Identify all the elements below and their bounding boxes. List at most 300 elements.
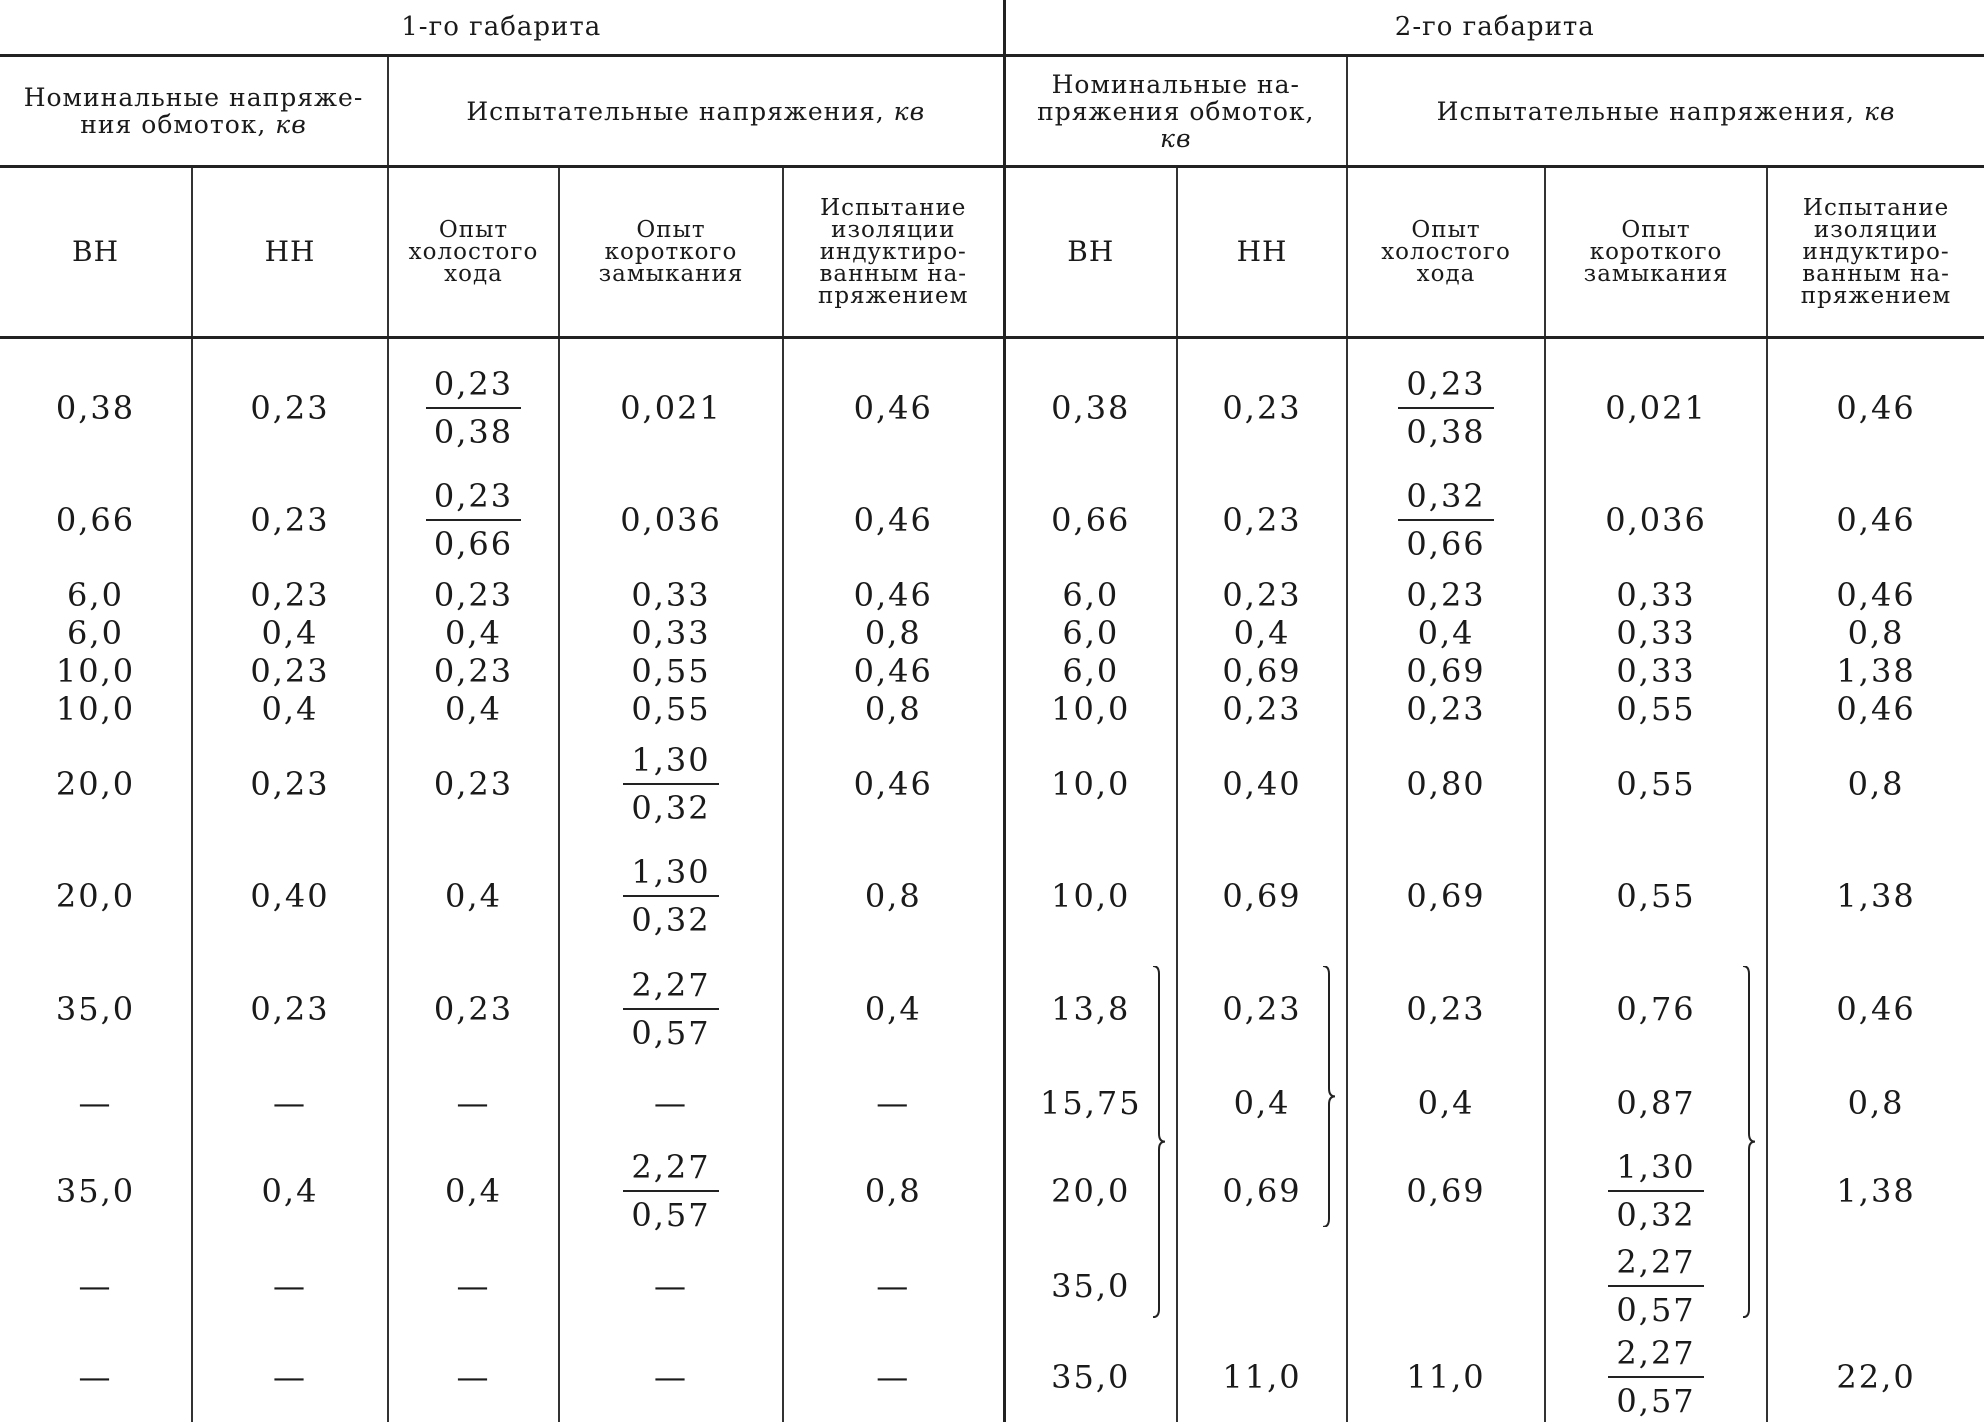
- cell-g2-nl: [1347, 840, 1545, 952]
- table-row: [0, 690, 1984, 728]
- cell-value: 0,23: [433, 576, 514, 615]
- cell-value: 0,76: [1616, 989, 1696, 1028]
- cell-value: 1,38: [1836, 651, 1916, 690]
- cell-g1-ind: [783, 690, 1004, 728]
- cell-g1-vn: [0, 728, 192, 840]
- cell-g1-nl: [388, 576, 559, 614]
- table-row: [0, 728, 1984, 840]
- cell-value: 0,66: [1051, 501, 1131, 540]
- cell-g1-nl: [388, 840, 559, 952]
- cell-g2-nl: [1347, 464, 1545, 576]
- cell-value: 15,75: [1039, 1083, 1142, 1122]
- cell-value: 0,8: [1847, 614, 1905, 653]
- cell-g2-nl: [1347, 1241, 1545, 1331]
- cell-value: 0,4: [1417, 614, 1475, 653]
- cell-value: 0,46: [853, 651, 933, 690]
- cell-value: 0,46: [853, 388, 933, 427]
- cell-value: 0,036: [1605, 501, 1707, 540]
- cell-g2-sc: [1545, 1140, 1767, 1241]
- cell-value: 0,33: [1616, 576, 1696, 615]
- table-row: [0, 1065, 1984, 1141]
- cell-g2-vn: [1004, 652, 1177, 690]
- cell-value: 10,0: [1051, 877, 1131, 916]
- cell-value: 20,0: [55, 764, 136, 803]
- cell-value: 0,23: [250, 576, 330, 615]
- fraction: [426, 365, 521, 451]
- cell-value: 0,69: [1222, 1171, 1302, 1210]
- cell-g2-ind: [1767, 614, 1984, 652]
- cell-value: 0,33: [1616, 651, 1696, 690]
- nominal-voltages-text: Номинальные на- пряжения обмоток,: [1037, 69, 1315, 126]
- cell-value: 0,8: [864, 689, 922, 728]
- cell-g2-nl: [1347, 952, 1545, 1064]
- cell-value: 0,66: [55, 501, 136, 540]
- fraction: [1398, 477, 1493, 563]
- col-nn: НН: [192, 167, 388, 338]
- fraction-denominator: 0,57: [631, 1195, 711, 1234]
- cell-g1-sc: [559, 352, 783, 464]
- cell-g1-ind: [783, 614, 1004, 652]
- cell-g1-ind: [783, 1140, 1004, 1241]
- cell-g2-nn: [1177, 1332, 1347, 1422]
- cell-g1-ind: [783, 728, 1004, 840]
- cell-g1-sc: [559, 464, 783, 576]
- cell-value: 0,33: [1616, 614, 1696, 653]
- cell-g1-vn: [0, 840, 192, 952]
- fraction-numerator: 1,30: [1608, 1148, 1703, 1192]
- col-induced-2: Испытание изоляции индуктиро- ванным на- пряжением: [1767, 167, 1984, 338]
- brace-nn-group2: [1321, 966, 1337, 1227]
- cell-value: 0,23: [1222, 388, 1302, 427]
- cell-value: 0,23: [433, 989, 514, 1028]
- cell-g1-vn: [0, 614, 192, 652]
- table-row: [0, 840, 1984, 952]
- fraction-numerator: 2,27: [1608, 1334, 1703, 1378]
- cell-value: 0,4: [1233, 614, 1291, 653]
- cell-g1-nl: [388, 614, 559, 652]
- fraction-numerator: 1,30: [623, 853, 718, 897]
- cell-g2-ind: [1767, 1140, 1984, 1241]
- cell-g1-vn: [0, 1332, 192, 1422]
- cell-value: 0,021: [1605, 388, 1707, 427]
- cell-g2-nl: [1347, 652, 1545, 690]
- cell-g1-nl: [388, 690, 559, 728]
- col-short-circuit: Опыт короткого замыкания: [559, 167, 783, 338]
- cell-value: 0,55: [631, 651, 711, 690]
- cell-g2-nn: [1177, 728, 1347, 840]
- cell-g2-nn: [1177, 1241, 1347, 1331]
- cell-value: 6,0: [1062, 614, 1120, 653]
- cell-value: 0,23: [1406, 689, 1486, 728]
- cell-value: 6,0: [67, 614, 124, 653]
- cell-value: 0,23: [433, 764, 514, 803]
- cell-g1-vn: [0, 1241, 192, 1331]
- cell-g1-ind: [783, 576, 1004, 614]
- cell-value: 10,0: [55, 689, 136, 728]
- fraction-numerator: 0,23: [426, 477, 521, 521]
- cell-g1-sc: [559, 1140, 783, 1241]
- cell-value: —: [654, 1083, 688, 1122]
- cell-g2-nn: [1177, 352, 1347, 464]
- cell-g1-sc: [559, 1241, 783, 1331]
- cell-g2-ind: [1767, 690, 1984, 728]
- cell-g1-sc: [559, 728, 783, 840]
- cell-g1-nl: [388, 1065, 559, 1141]
- cell-value: 0,4: [445, 614, 502, 653]
- cell-value: 0,69: [1222, 651, 1302, 690]
- fraction-numerator: 0,23: [1398, 365, 1493, 409]
- cell-value: —: [78, 1083, 113, 1122]
- cell-value: 20,0: [55, 877, 136, 916]
- fraction-numerator: 0,32: [1398, 477, 1493, 521]
- cell-value: 0,036: [620, 501, 722, 540]
- cell-g1-nl: [388, 1241, 559, 1331]
- cell-value: 1,38: [1836, 877, 1916, 916]
- cell-g1-nl: [388, 728, 559, 840]
- cell-value: 0,55: [1616, 764, 1696, 803]
- cell-value: 0,55: [1616, 877, 1696, 916]
- col-nn-2: НН: [1177, 167, 1347, 338]
- cell-g2-ind: [1767, 352, 1984, 464]
- test-voltages-header-2: [1347, 56, 1984, 167]
- table-row: [0, 1140, 1984, 1241]
- cell-value: —: [78, 1357, 113, 1396]
- cell-g1-vn: [0, 1065, 192, 1141]
- cell-value: 6,0: [1062, 576, 1120, 615]
- cell-g2-sc: [1545, 652, 1767, 690]
- cell-g2-ind: [1767, 1332, 1984, 1422]
- cell-value: 0,46: [1836, 388, 1916, 427]
- cell-g2-vn: [1004, 728, 1177, 840]
- fraction-denominator: 0,57: [1616, 1381, 1696, 1420]
- fraction-numerator: 0,23: [426, 365, 521, 409]
- fraction-numerator: 2,27: [623, 1148, 718, 1192]
- cell-value: 10,0: [1051, 689, 1131, 728]
- cell-g2-ind: [1767, 840, 1984, 952]
- cell-value: 0,46: [853, 576, 933, 615]
- cell-value: 0,4: [445, 689, 502, 728]
- cell-value: 0,69: [1406, 651, 1486, 690]
- cell-value: 0,46: [853, 764, 933, 803]
- cell-g2-nl: [1347, 1065, 1545, 1141]
- table-row: [0, 352, 1984, 464]
- fraction: [1608, 1148, 1703, 1234]
- cell-g1-nl: [388, 1140, 559, 1241]
- cell-g2-sc: [1545, 614, 1767, 652]
- cell-value: 0,021: [620, 388, 722, 427]
- fraction: [426, 477, 521, 563]
- cell-g2-vn: [1004, 690, 1177, 728]
- cell-g2-nl: [1347, 690, 1545, 728]
- fraction-denominator: 0,66: [1406, 525, 1486, 564]
- cell-g2-vn: [1004, 840, 1177, 952]
- cell-g1-ind: [783, 1065, 1004, 1141]
- cell-g1-ind: [783, 840, 1004, 952]
- cell-g1-vn: [0, 952, 192, 1064]
- cell-g1-nn: [192, 1065, 388, 1141]
- cell-value: 20,0: [1051, 1171, 1131, 1210]
- cell-g2-sc: [1545, 1332, 1767, 1422]
- cell-g2-vn: [1004, 576, 1177, 614]
- cell-value: 0,4: [445, 877, 502, 916]
- cell-value: 10,0: [1051, 764, 1131, 803]
- cell-value: 0,4: [864, 989, 922, 1028]
- fraction: [623, 741, 718, 827]
- table-row: [0, 1241, 1984, 1331]
- cell-value: 35,0: [1051, 1357, 1131, 1396]
- cell-g1-sc: [559, 652, 783, 690]
- cell-value: —: [654, 1267, 688, 1306]
- cell-value: 0,4: [261, 614, 319, 653]
- cell-g1-nn: [192, 1241, 388, 1331]
- cell-g2-ind: [1767, 1065, 1984, 1141]
- fraction-denominator: 0,57: [1616, 1291, 1696, 1330]
- cell-g1-vn: [0, 652, 192, 690]
- cell-value: —: [876, 1083, 911, 1122]
- cell-value: —: [456, 1267, 491, 1306]
- fraction-denominator: 0,32: [631, 901, 711, 940]
- cell-value: 0,23: [250, 501, 330, 540]
- cell-g1-vn: [0, 464, 192, 576]
- test-voltages-text: Испытательные напряжения,: [466, 96, 885, 126]
- cell-g1-nn: [192, 614, 388, 652]
- cell-value: 10,0: [55, 651, 136, 690]
- cell-value: —: [273, 1083, 307, 1122]
- cell-g2-nn: [1177, 464, 1347, 576]
- cell-g1-nn: [192, 576, 388, 614]
- cell-value: 0,80: [1406, 764, 1486, 803]
- cell-value: 0,38: [55, 388, 136, 427]
- col-vn-2: ВН: [1004, 167, 1177, 338]
- cell-value: 0,23: [1406, 576, 1486, 615]
- cell-g2-ind: [1767, 652, 1984, 690]
- cell-value: 22,0: [1836, 1357, 1916, 1396]
- cell-value: 6,0: [1062, 651, 1120, 690]
- cell-value: 0,46: [1836, 576, 1916, 615]
- table-body: [0, 338, 1984, 1422]
- group1-header: 1-го габарита: [0, 0, 1004, 56]
- cell-g2-vn: [1004, 464, 1177, 576]
- cell-g1-sc: [559, 1065, 783, 1141]
- col-short-circuit-2: Опыт короткого замыкания: [1545, 167, 1767, 338]
- cell-g2-nn: [1177, 614, 1347, 652]
- fraction: [1608, 1334, 1703, 1420]
- cell-value: 35,0: [1051, 1267, 1131, 1306]
- cell-value: 0,23: [1406, 989, 1486, 1028]
- cell-g1-ind: [783, 464, 1004, 576]
- table-row: [0, 952, 1984, 1064]
- unit-label: кв: [275, 110, 307, 139]
- cell-g2-sc: [1545, 952, 1767, 1064]
- col-no-load: Опыт холостого хода: [388, 167, 559, 338]
- cell-value: 0,23: [250, 388, 330, 427]
- cell-value: 0,23: [250, 764, 330, 803]
- cell-g2-nl: [1347, 1332, 1545, 1422]
- cell-g2-nl: [1347, 1140, 1545, 1241]
- cell-value: 6,0: [67, 576, 124, 615]
- unit-label: кв: [1863, 96, 1896, 126]
- fraction-denominator: 0,66: [433, 525, 514, 564]
- cell-g1-ind: [783, 652, 1004, 690]
- cell-value: 0,4: [1233, 1083, 1291, 1122]
- cell-value: 35,0: [55, 1171, 136, 1210]
- cell-value: 0,23: [1222, 576, 1302, 615]
- cell-g2-sc: [1545, 576, 1767, 614]
- cell-value: —: [876, 1357, 911, 1396]
- table-row: [0, 614, 1984, 652]
- fraction-denominator: 0,38: [1406, 412, 1486, 451]
- cell-g2-sc: [1545, 352, 1767, 464]
- fraction-numerator: 2,27: [1608, 1243, 1703, 1287]
- cell-g1-nl: [388, 352, 559, 464]
- cell-g2-vn: [1004, 614, 1177, 652]
- cell-value: 11,0: [1406, 1357, 1486, 1396]
- cell-g2-nn: [1177, 652, 1347, 690]
- cell-g1-ind: [783, 1241, 1004, 1331]
- cell-value: 0,8: [864, 877, 922, 916]
- cell-g2-sc: [1545, 728, 1767, 840]
- cell-value: 0,55: [631, 689, 711, 728]
- fraction-denominator: 0,32: [631, 788, 711, 827]
- cell-value: 35,0: [55, 989, 136, 1028]
- cell-value: 0,23: [250, 989, 330, 1028]
- cell-value: 0,23: [1222, 689, 1302, 728]
- col-vn: ВН: [0, 167, 192, 338]
- cell-g2-sc: [1545, 1241, 1767, 1331]
- col-induced: Испытание изоляции индуктиро- ванным на- пряжением: [783, 167, 1004, 338]
- fraction-denominator: 0,32: [1616, 1195, 1696, 1234]
- cell-value: 0,69: [1406, 877, 1486, 916]
- cell-value: 0,8: [1847, 764, 1905, 803]
- cell-g1-nn: [192, 728, 388, 840]
- cell-g2-ind: [1767, 952, 1984, 1064]
- cell-g1-nn: [192, 1140, 388, 1241]
- cell-value: 0,23: [250, 651, 330, 690]
- cell-value: 0,4: [445, 1171, 502, 1210]
- cell-g2-nl: [1347, 728, 1545, 840]
- cell-g1-nn: [192, 1332, 388, 1422]
- nominal-voltages-text: Номинальные напряже- ния обмоток,: [23, 83, 364, 139]
- table-row: [0, 464, 1984, 576]
- cell-value: 0,8: [864, 614, 922, 653]
- cell-g1-sc: [559, 576, 783, 614]
- cell-g2-nl: [1347, 352, 1545, 464]
- cell-g2-ind: [1767, 1241, 1984, 1331]
- table-row: [0, 1332, 1984, 1422]
- cell-value: 0,46: [1836, 501, 1916, 540]
- fraction: [1398, 365, 1493, 451]
- cell-g1-nn: [192, 352, 388, 464]
- unit-label: кв: [1160, 123, 1192, 153]
- col-no-load-2: Опыт холостого хода: [1347, 167, 1545, 338]
- test-voltages-header: [388, 56, 1004, 167]
- cell-g1-nn: [192, 464, 388, 576]
- cell-value: —: [273, 1267, 307, 1306]
- fraction: [623, 966, 718, 1052]
- cell-value: 0,55: [1616, 689, 1696, 728]
- cell-g2-vn: [1004, 352, 1177, 464]
- cell-g1-vn: [0, 352, 192, 464]
- cell-value: 0,8: [864, 1171, 922, 1210]
- cell-g1-sc: [559, 952, 783, 1064]
- cell-value: 0,33: [631, 576, 711, 615]
- cell-value: 0,4: [1417, 1083, 1475, 1122]
- brace-sc-group2: [1741, 966, 1757, 1317]
- cell-value: 0,38: [1051, 388, 1131, 427]
- cell-value: 0,4: [261, 1171, 319, 1210]
- cell-g1-nl: [388, 464, 559, 576]
- cell-g2-sc: [1545, 1065, 1767, 1141]
- cell-value: 0,87: [1616, 1083, 1696, 1122]
- cell-value: 0,40: [250, 877, 330, 916]
- cell-value: —: [273, 1357, 307, 1396]
- cell-g2-nn: [1177, 840, 1347, 952]
- cell-g1-nn: [192, 652, 388, 690]
- group2-header: 2-го габарита: [1004, 0, 1984, 56]
- cell-g1-nl: [388, 952, 559, 1064]
- cell-g1-sc: [559, 690, 783, 728]
- cell-g2-nn: [1177, 576, 1347, 614]
- cell-g1-ind: [783, 352, 1004, 464]
- cell-value: 0,46: [853, 501, 933, 540]
- cell-value: 0,69: [1406, 1171, 1486, 1210]
- cell-value: 1,38: [1836, 1171, 1916, 1210]
- fraction: [623, 1148, 718, 1234]
- table-row: [0, 652, 1984, 690]
- cell-value: —: [456, 1357, 491, 1396]
- unit-label: кв: [893, 96, 926, 126]
- cell-g2-vn: [1004, 1332, 1177, 1422]
- cell-g1-nn: [192, 952, 388, 1064]
- nominal-voltages-header: [0, 56, 388, 167]
- cell-g1-sc: [559, 1332, 783, 1422]
- fraction-numerator: 1,30: [623, 741, 718, 785]
- cell-g2-sc: [1545, 840, 1767, 952]
- table-row: [0, 576, 1984, 614]
- fraction-numerator: 2,27: [623, 966, 718, 1010]
- cell-value: 0,46: [1836, 989, 1916, 1028]
- cell-g2-ind: [1767, 576, 1984, 614]
- cell-value: 0,69: [1222, 877, 1302, 916]
- cell-g2-nl: [1347, 614, 1545, 652]
- nominal-voltages-header-2: [1004, 56, 1347, 167]
- cell-g1-vn: [0, 690, 192, 728]
- cell-g1-sc: [559, 840, 783, 952]
- fraction-denominator: 0,38: [433, 412, 514, 451]
- cell-g2-nl: [1347, 576, 1545, 614]
- cell-g1-ind: [783, 1332, 1004, 1422]
- cell-value: 0,23: [433, 651, 514, 690]
- cell-g1-nl: [388, 1332, 559, 1422]
- fraction-denominator: 0,57: [631, 1013, 711, 1052]
- cell-value: —: [78, 1267, 113, 1306]
- cell-g1-nn: [192, 690, 388, 728]
- cell-g2-ind: [1767, 728, 1984, 840]
- cell-value: —: [456, 1083, 491, 1122]
- fraction: [1608, 1243, 1703, 1329]
- cell-g1-ind: [783, 952, 1004, 1064]
- cell-g2-nn: [1177, 690, 1347, 728]
- cell-g1-nl: [388, 652, 559, 690]
- cell-value: 11,0: [1222, 1357, 1302, 1396]
- cell-value: 0,8: [1847, 1083, 1905, 1122]
- fraction: [623, 853, 718, 939]
- cell-value: 0,23: [1222, 989, 1302, 1028]
- cell-g1-sc: [559, 614, 783, 652]
- cell-value: —: [654, 1357, 688, 1396]
- cell-g2-sc: [1545, 690, 1767, 728]
- cell-g1-nn: [192, 840, 388, 952]
